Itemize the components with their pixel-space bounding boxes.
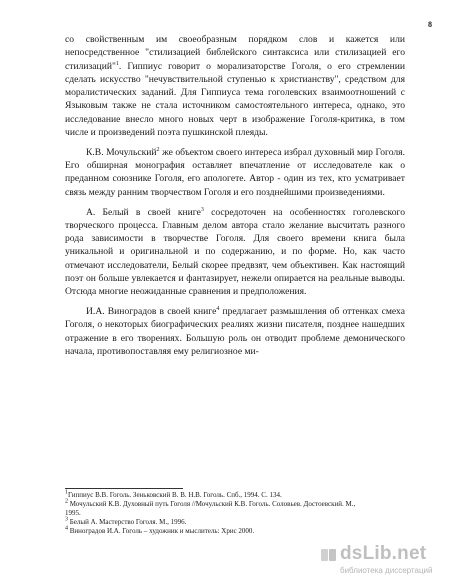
paragraph-text: А. Белый в своей книге <box>86 206 201 218</box>
watermark <box>320 544 446 578</box>
footnote <box>65 500 365 518</box>
footnote <box>65 518 365 527</box>
watermark-brand: dsLib.net <box>340 543 427 564</box>
paragraph-text: К.В. Мочульский <box>86 146 157 158</box>
footnote-divider <box>65 488 183 489</box>
paragraph-text: предлагает размышления об оттенках смеха Гоголя, о некоторых биографических реалиях жизни писателя, позднее нашедших отражение в его творениях. Большую роль он отводит проблеме демонического начала, противопоставляя ему религиозное ми- <box>65 306 405 358</box>
footnote-mark: 1 <box>65 489 68 496</box>
footnote-reference: 4 <box>216 305 220 312</box>
footnote-text: Виноградов И.А. Гоголь – художник и мыслитель: Хрис 2000. <box>68 527 255 535</box>
paragraph <box>65 146 405 199</box>
paragraph-text: со свойственным им своеобразным порядком слов и кажется или непосредственное "стилизацией библейского синтаксиса или стилизацией его стилизаций" <box>65 34 405 72</box>
footnote <box>65 491 365 500</box>
footnote-reference: 2 <box>156 146 160 153</box>
footnote-mark: 4 <box>65 525 68 532</box>
footnote-mark: 2 <box>65 498 68 505</box>
paragraph <box>65 206 405 299</box>
footnote-text: Гиппиус В.В. Гоголь. Зеньковский В. В. Н.В. Гоголь. Спб., 1994. С. 134. <box>68 491 282 499</box>
paragraph-text: же объектом своего интереса избрал духовный мир Гоголя. Его обширная монография оставляет впечатление от исследователе как о преданном союзнике Гоголя, его апологете. Автор - один из тех, кто усматривает связь между ранним творчеством Гоголя и его позднейшими произведениями. <box>65 146 405 198</box>
paragraph <box>65 305 405 358</box>
page-number: 8 <box>428 20 432 29</box>
footnotes <box>65 491 365 536</box>
dslib-logo-icon <box>320 546 338 564</box>
paragraph-text: И.А. Виноградов в своей книге <box>86 306 217 318</box>
footnote-text: Мочульский К.В. Духовный путь Гоголя //Мочульский К.В. Гоголь. Соловьев. Достоевский. М., 1995. <box>65 500 356 517</box>
paragraph <box>65 33 405 139</box>
footnote-text: Белый А. Мастерство Гоголя. М., 1996. <box>68 518 187 526</box>
footnote-reference: 1 <box>115 60 119 67</box>
paragraph-text: . Гиппиус говорит о морализаторстве Гоголя, о его стремлении сделать искусство "нечувствительной ступенью к христианству", средством для моралистических заданий. Для Гиппиуса тема гоголевских взаимоотношений с Языковым также не стала источником самостоятельного интереса, однако, это исследование внесло много новых черт в изображение Гоголя-критика, в том числе и произведений поэта пушкинской плеяды. <box>65 60 405 139</box>
watermark-subtitle: библиотека диссертаций <box>340 566 433 575</box>
footnote-mark: 3 <box>65 516 68 523</box>
footnote <box>65 527 365 536</box>
footnote-reference: 3 <box>200 206 204 213</box>
body-text <box>65 33 405 365</box>
paragraph-text: сосредоточен на особенностях гоголевского творческого процесса. Главным делом автора стало желание высчитать разного рода зависимости в творчестве Гоголя. Для своего времени книга была уникальной и оригинальной и по содержанию, и по форме. Но, как часто отмечают исследователи, Белый скорее предвзят, чем объективен. Как настоящий поэт он больше увлекается и фантазирует, нежели опирается на реальные выводы. Отсюда многие неожиданные сравнения и предположения. <box>65 206 405 298</box>
